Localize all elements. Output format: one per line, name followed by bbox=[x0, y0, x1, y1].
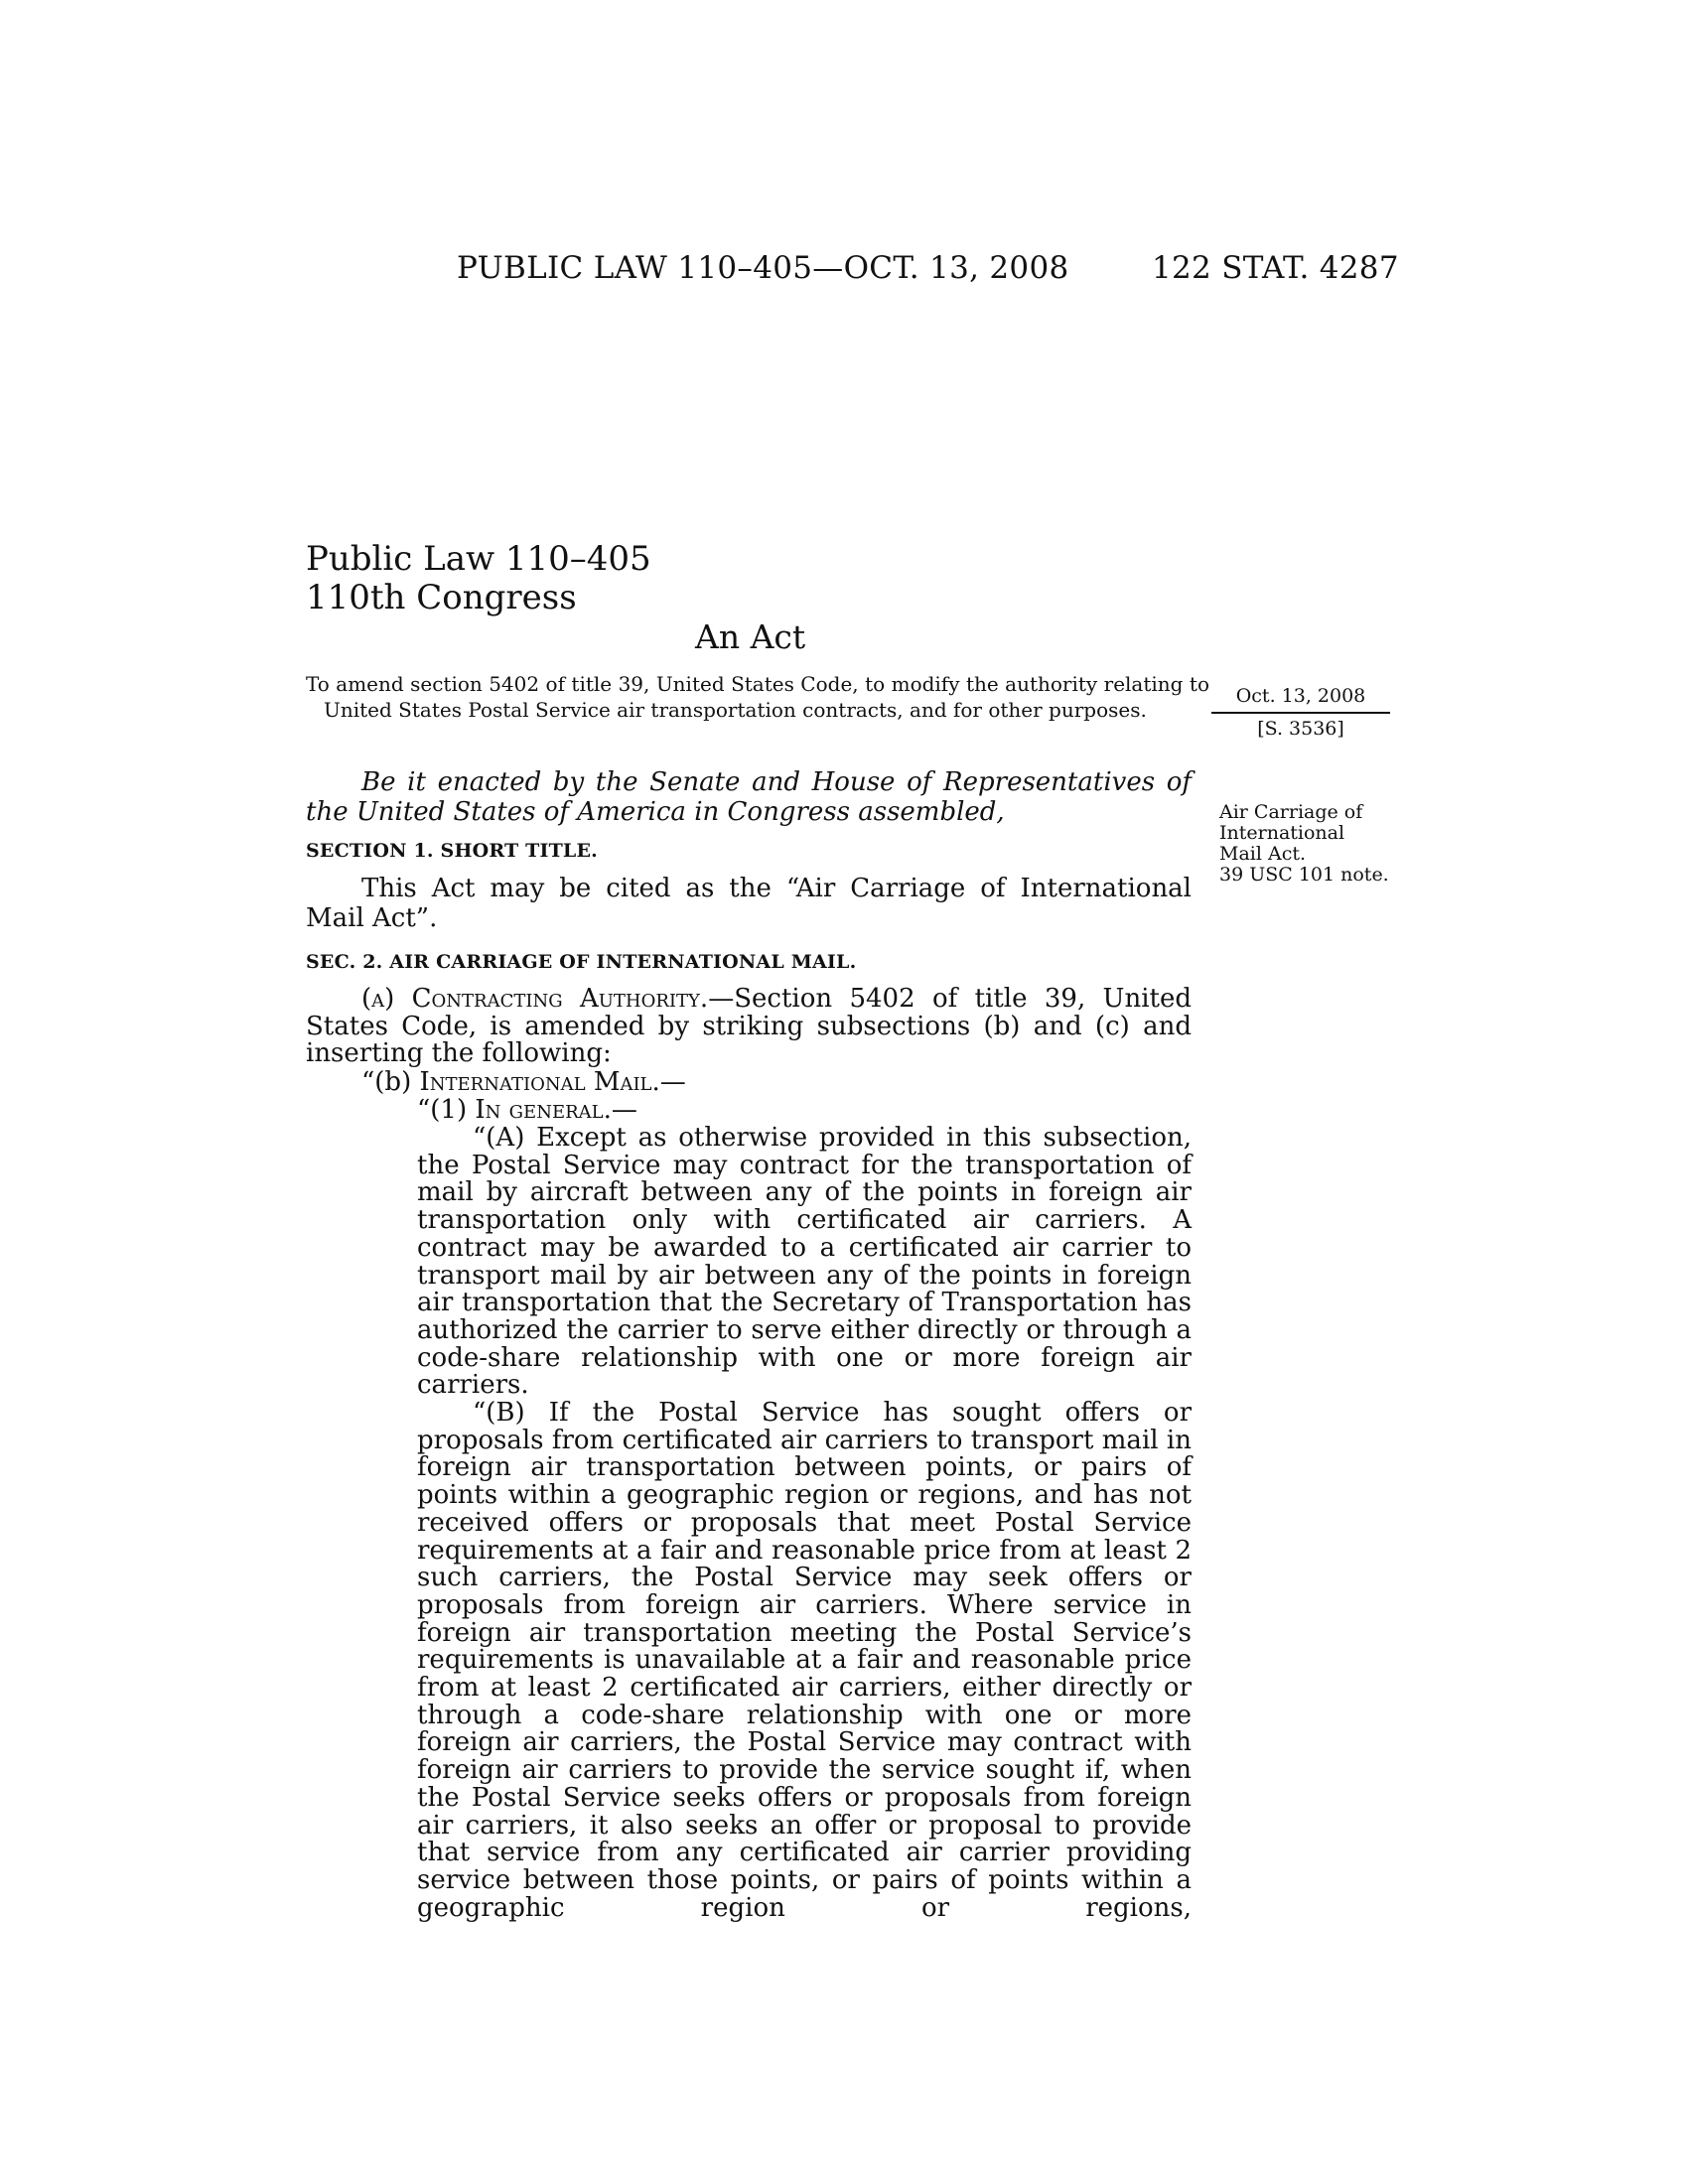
margin-bill-number: [S. 3536] bbox=[1257, 718, 1344, 740]
subsection-a-label: (a) Contracting Authority. bbox=[361, 984, 709, 1014]
subparagraph-A: “(A) Except as otherwise provided in this subsection, the Postal Service may contract for the transportation of mail by aircraft between any of the points in foreign air transportation only with certificated air carriers. A contract may be awarded to a certificated air carrier to transport mail by air between any of the points in foreign air transportation that the Secretary of Transportation has authorized the carrier to serve either directly or through a code-share relationship with one or more foreign air carriers. bbox=[417, 1123, 1192, 1401]
section-2-heading: SEC. 2. AIR CARRIAGE OF INTERNATIONAL MAIL. bbox=[306, 951, 857, 973]
margin-note-line: Mail Act. bbox=[1219, 843, 1307, 865]
congress-number: 110th Congress bbox=[306, 578, 577, 617]
subsection-b-heading bbox=[361, 1069, 686, 1097]
subsection-a bbox=[306, 986, 1192, 1068]
margin-note-line: Air Carriage of bbox=[1219, 801, 1363, 823]
paragraph-1-heading bbox=[417, 1097, 637, 1125]
act-purpose: To amend section 5402 of title 39, United States Code, to modify the authority relating to United States Postal Service air transportation contracts, and for other purposes. bbox=[306, 672, 1209, 722]
subparagraph-B: “(B) If the Postal Service has sought offers or proposals from certificated air carriers to transport mail in foreign air transportation between points, or pairs of points within a geographic region or regions, and has not received offers or proposals that meet Postal Service requirements at a fair and reasonable price from at least 2 such carriers, the Postal Service may seek offers or proposals from foreign air carriers. Where service in foreign air transportation meeting the Postal Service’s requirements is unavailable at a fair and reasonable price from at least 2 certificated air carriers, either directly or through a code-share relationship with one or more foreign air carriers, the Postal Service may contract with foreign air carriers to provide the service sought if, when the Postal Service seeks offers or proposals from foreign air carriers, it also seeks an offer or proposal to provide that service from any certificated air carrier providing service between those points, or pairs of points within a geographic region or regions, bbox=[417, 1398, 1192, 1923]
section-1-heading: SECTION 1. SHORT TITLE. bbox=[306, 840, 598, 862]
subsection-b-prefix: “(b) bbox=[361, 1067, 420, 1097]
running-header-title: PUBLIC LAW 110–405—OCT. 13, 2008 bbox=[457, 250, 1069, 286]
statute-page-number: 122 STAT. 4287 bbox=[1152, 250, 1399, 286]
enacting-clause: Be it enacted by the Senate and House of Representatives of the United States of America in Congress assembled, bbox=[306, 767, 1192, 827]
paragraph-1-prefix: “(1) bbox=[417, 1095, 476, 1125]
subsection-a-text: —Section 5402 of title 39, United States Code, is amended by striking subsections (b) and (c) and inserting the following: bbox=[306, 984, 1193, 1069]
public-law-number: Public Law 110–405 bbox=[306, 539, 651, 579]
margin-note-line: 39 USC 101 note. bbox=[1219, 864, 1389, 886]
subsection-b-suffix: — bbox=[659, 1067, 686, 1097]
margin-note-line: International bbox=[1219, 822, 1345, 844]
section-1-text: This Act may be cited as the “Air Carriage of International Mail Act”. bbox=[306, 874, 1192, 933]
paragraph-1-label: In general. bbox=[475, 1095, 612, 1125]
act-heading: An Act bbox=[695, 617, 806, 656]
paragraph-1-suffix: — bbox=[611, 1095, 637, 1125]
margin-date: Oct. 13, 2008 bbox=[1211, 686, 1390, 714]
margin-short-title-note bbox=[1219, 802, 1398, 886]
subsection-b-label: International Mail. bbox=[419, 1067, 660, 1097]
